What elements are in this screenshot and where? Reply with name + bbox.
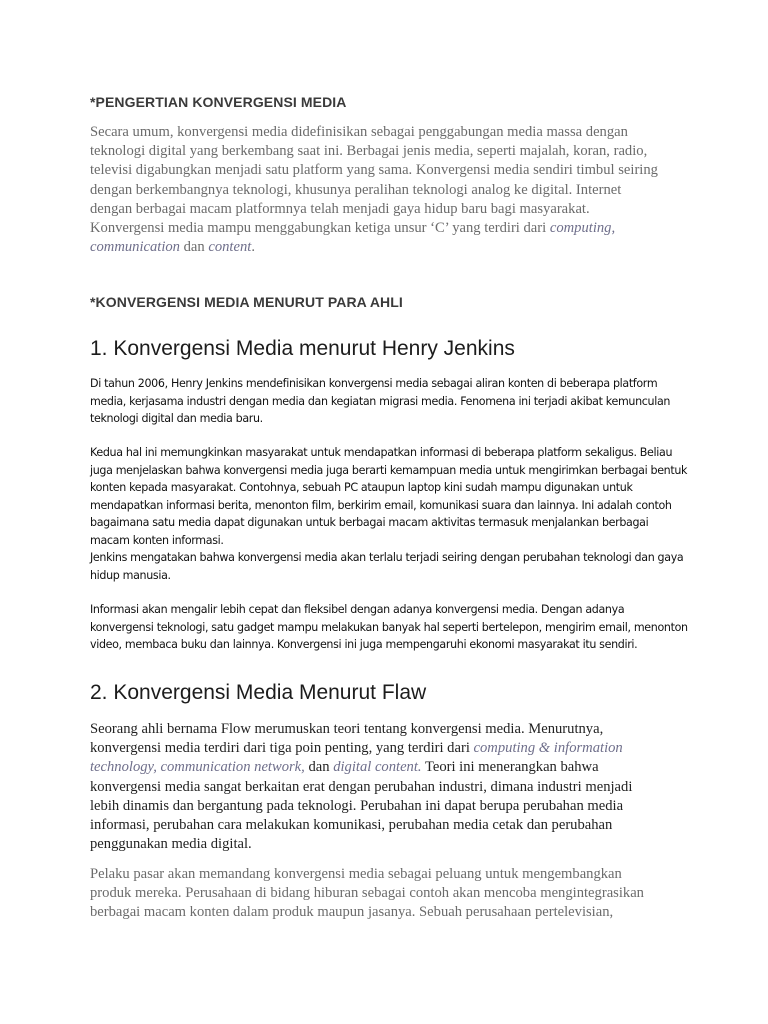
conjunction-dan: dan	[179, 239, 209, 256]
paragraph-jenkins-2-text: Kedua hal ini memungkinkan masyarakat untuk mendapatkan informasi di beberapa platform sekaligus. Beliau juga menjelaskan bahwa konvergensi media juga berarti kemampuan media untuk mengirimkan berbagai bentuk konten kepada masyarakat. Contohnya, sebuah PC ataupun laptop kini sudah mampu digunakan untuk mendapatkan informasi berita, menonton film, berkirim email, komunikasi suara dan lainnya. Ini adalah contoh bagaimana satu media dapat digunakan untuk berbagai macam aktivitas termasuk menjalankan berbagai macam konten informasi.	[90, 446, 688, 547]
paragraph-jenkins-2	[90, 444, 690, 584]
term-content: content	[208, 239, 252, 256]
term-computing-information: computing & information technology, communication network,	[90, 740, 623, 776]
paragraph-jenkins-3: Informasi akan mengalir lebih cepat dan fleksibel dengan adanya konvergensi media. Dengan adanya konvergensi teknologi, satu gadget mampu melakukan banyak hal seperti bertelepon, mengirim email, menonton video, membaca buku dan lainnya. Konvergensi ini juga mempengaruhi ekonomi masyarakat itu sendiri.	[90, 603, 688, 651]
paragraph-flaw-2: Pelaku pasar akan memandang konvergensi media sebagai peluang untuk mengembangkan produk mereka. Perusahaan di bidang hiburan sebagai contoh akan mencoba mengintegrasikan berbagai macam konten dalam produk maupun jasanya. Sebuah perusahaan pertelevisian,	[90, 866, 644, 921]
paragraph-flaw-1	[90, 720, 660, 854]
paragraph-pengertian-text: Secara umum, konvergensi media didefinisikan sebagai penggabungan media massa dengan teknologi digital yang berkembang saat ini. Berbagai jenis media, seperti majalah, koran, radio, televisi digabungkan menjadi satu platform yang sama. Konvergensi media sendiri timbul seiring dengan berkembangnya teknologi, khusunya peralihan teknologi analog ke digital. Internet dengan berbagai macam platformnya telah menjadi gaya hidup baru bagi masyarakat. Konvergensi media mampu menggabungkan ketiga unsur ‘C’ yang terdiri dari	[90, 124, 658, 237]
paragraph-flaw-1-end: Teori ini menerangkan bahwa konvergensi media sangat berkaitan erat dengan perubahan industri, dimana industri menjadi lebih dinamis dan bergantung pada teknologi. Perubahan ini dapat berupa perubahan media informasi, perubahan cara melakukan komunikasi, perubahan media cetak dan perubahan penggunakan media digital.	[90, 759, 633, 853]
paragraph-jenkins-2-continued: Jenkins mengatakan bahwa konvergensi media akan terlalu terjadi seiring dengan perubahan teknologi dan gaya hidup manusia.	[90, 551, 684, 582]
heading-flaw: 2. Konvergensi Media Menurut Flaw	[90, 681, 427, 704]
term-computing-communication: computing, communication	[90, 220, 616, 256]
paragraph-jenkins-1: Di tahun 2006, Henry Jenkins mendefinisikan konvergensi media sebagai aliran konten di beberapa platform media, kerjasama industri dengan media dan kegiatan migrasi media. Fenomena ini terjadi akibat kemunculan teknologi digital dan media baru.	[90, 377, 671, 425]
section-heading-pengertian: *PENGERTIAN KONVERGENSI MEDIA	[90, 94, 347, 110]
paragraph-flaw-1-start: Seorang ahli bernama Flow merumuskan teori tentang konvergensi media. Menurutnya, konvergensi media terdiri dari tiga poin penting, yang terdiri dari	[90, 721, 604, 757]
conjunction-dan: dan	[304, 759, 334, 776]
term-digital-content: digital content.	[333, 759, 422, 776]
sentence-end: .	[251, 239, 255, 256]
section-heading-para-ahli: *KONVERGENSI MEDIA MENURUT PARA AHLI	[90, 294, 403, 310]
paragraph-pengertian	[90, 123, 660, 257]
heading-henry-jenkins: 1. Konvergensi Media menurut Henry Jenkins	[90, 337, 515, 360]
